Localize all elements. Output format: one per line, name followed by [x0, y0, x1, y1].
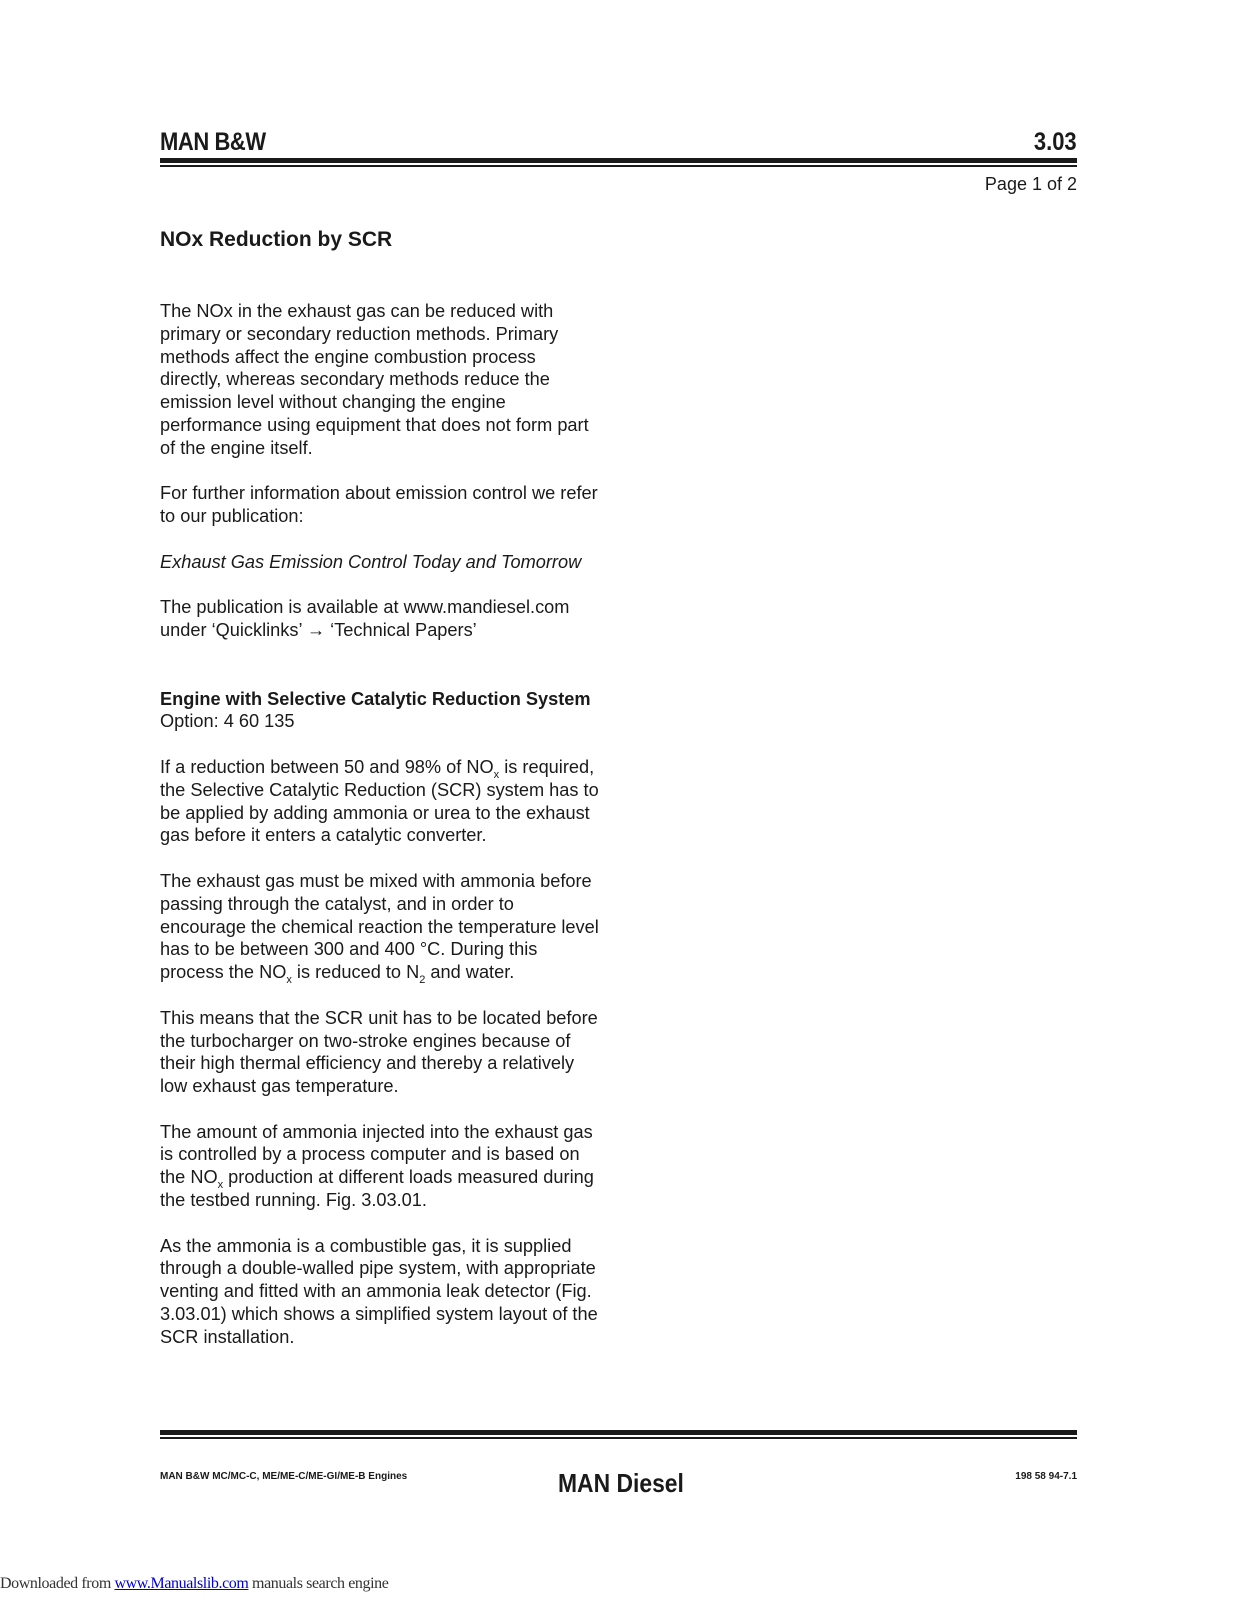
header-rule-thin — [160, 165, 1077, 167]
body-column — [160, 300, 600, 1371]
text-span: is required, the Selective Catalytic Reduction (SCR) system has to be applied by adding ammonia or urea to the exhaust gas before it enters a catalytic converter. — [160, 756, 599, 846]
intro-paragraph-1: The NOx in the exhaust gas can be reduced with primary or secondary reduction methods. Primary methods affect the engine combustion process directly, whereas secondary methods reduce the emission level without changing the engine performance using equipment that does not form part of the engine itself. — [160, 301, 589, 458]
footer-rule-thin — [160, 1437, 1077, 1439]
intro-paragraph-3: The publication is available at www.mandiesel.com under ‘Quicklinks’ → ‘Technical Papers’ — [160, 597, 570, 641]
text-span: production at different loads measured during the testbed running. Fig. 3.03.01. — [160, 1167, 594, 1211]
intro-paragraph-2: For further information about emission control we refer to our publication: — [160, 483, 598, 527]
footer-brand: MAN Diesel — [558, 1468, 684, 1498]
scr-paragraph-1 — [160, 756, 600, 847]
scr-paragraph-3: This means that the SCR unit has to be located before the turbocharger on two-stroke engines because of their high thermal efficiency and thereby a relatively low exhaust gas temperature. — [160, 1007, 598, 1097]
scr-paragraph-4 — [160, 1121, 600, 1212]
publication-title: Exhaust Gas Emission Control Today and Tomorrow — [160, 551, 582, 572]
scr-paragraph-5: As the ammonia is a combustible gas, it is supplied through a double-walled pipe system, with appropriate venting and fitted with an ammonia leak detector (Fig. 3.03.01) which shows a simplified system layout of the SCR installation. — [160, 1235, 598, 1347]
page-title: NOx Reduction by SCR — [160, 228, 393, 251]
subscript: x — [217, 1179, 224, 1192]
download-notice — [0, 1575, 388, 1593]
footer-rule-thick — [160, 1430, 1077, 1435]
text-span: The amount of ammonia injected into the exhaust gas is controlled by a process computer and is based on the NO — [160, 1121, 593, 1188]
manualslib-link[interactable]: www.Manualslib.com — [114, 1575, 249, 1592]
footer-document-number: 198 58 94-7.1 — [1015, 1471, 1077, 1482]
scr-paragraph-2 — [160, 870, 600, 987]
text-span: If a reduction between 50 and 98% of NO — [160, 756, 494, 777]
footer-engine-types: MAN B&W MC/MC-C, ME/ME-C/ME-GI/ME-B Engines — [160, 1471, 408, 1482]
download-prefix: Downloaded from — [0, 1575, 115, 1592]
header-rule-thick — [160, 158, 1077, 163]
subscript: x — [286, 974, 292, 987]
text-span: is reduced to N — [291, 962, 420, 983]
page-number: Page 1 of 2 — [984, 174, 1077, 194]
option-code: Option: 4 60 135 — [160, 711, 295, 732]
section-heading: Engine with Selective Catalytic Reduction System — [160, 688, 591, 709]
text-span: and water. — [425, 962, 515, 983]
text-span: The exhaust gas must be mixed with ammonia before passing through the catalyst, and in order to encourage the chemical reaction the temperature level has to be between 300 and 400 °C. During this process the NO — [160, 870, 599, 983]
section-number: 3.03 — [1034, 128, 1077, 156]
spacer — [160, 665, 600, 688]
download-suffix: manuals search engine — [248, 1575, 389, 1592]
subscript: x — [493, 768, 500, 781]
subscript: 2 — [419, 974, 426, 987]
header-brand: MAN B&W — [160, 128, 266, 156]
